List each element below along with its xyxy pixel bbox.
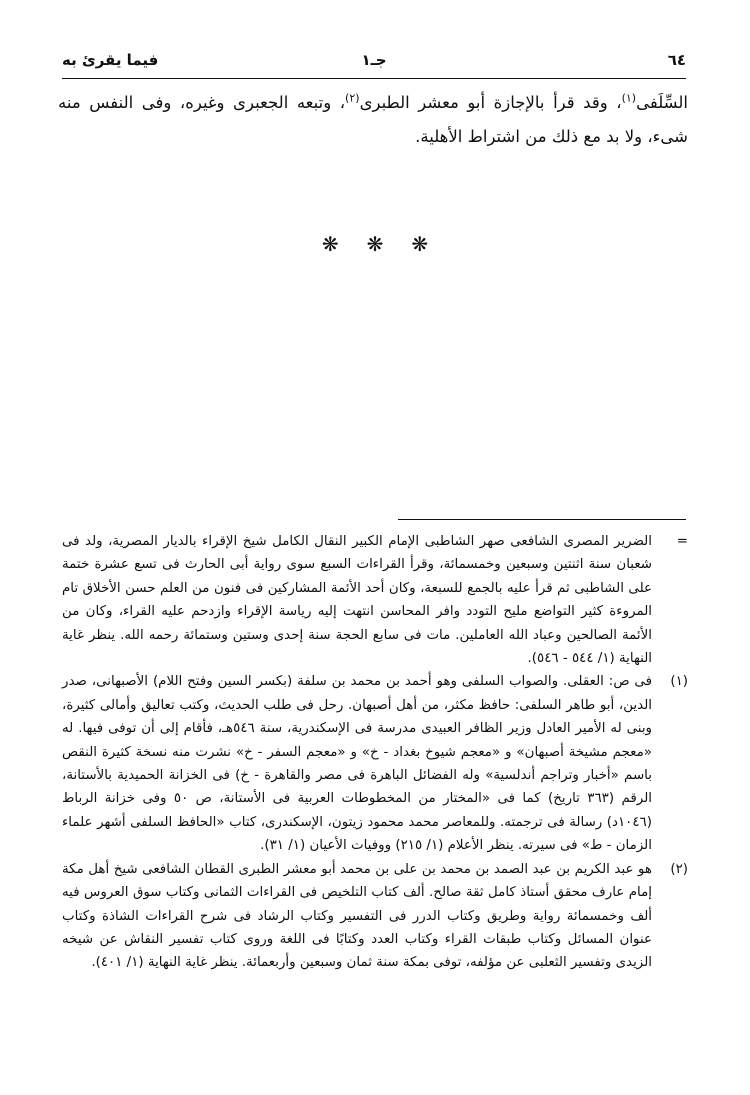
footnote-text: هو عبد الكريم بن عبد الصمد بن محمد بن على بن محمد أبو معشر الطبرى القطان الشافعى شيخ أهل مكة إمام عارف محقق أستاذ كامل ثقة صالح. ألف كتاب التلخيص فى القراءات الثمانى وكتاب سوق العروس فيه ألف وخمسمائة رواية وطريق وكتاب الدرر فى التفسير وكتاب الرشاد فى شرح القراءات الشاذة وكتاب عنوان المسائل وكتاب طبقات القراء وكتاب العدد وكتابًا فى اللغة وروى كتاب تفسير النقاش عن شيخه الزيدى وتفسير الثعلبى عن مؤلفه، توفى بمكة سنة ثمان وسبعين وأربعمائة. ينظر غاية النهاية (١/ ٤٠١). [62, 861, 652, 971]
footnote-text: الضرير المصرى الشافعى صهر الشاطبى الإمام الكبير النقال الكامل شيخ الإقراء بالديار المصرية، ولد فى شعبان سنة اثنتين وسبعين وخمسمائة، وقرأ القراءات السبع سوى رواية أبى الحارث فى تسع عشرة ختمة على الشاطبى ثم قرأ عليه بالجمع للسبعة، وكان أحد الأئمة المشاركين فى فنون من العلم حسن الأخلاق تام المروءة كثير التواضع مليح التودد وافر المحاسن انتهت إليه رياسة الإقراء وازدحم عليه القراء، وكان من الأئمة الصالحين وعباد الله العاملين. مات فى سابع الحجة سنة إحدى وستين وستمائة رحمه الله. ينظر غاية النهاية (١/ ٥٤٤ - ٥٤٦). [62, 534, 652, 667]
footnote-continued [62, 530, 688, 670]
main-text-part-3: ، وتبعه الجعبرى وغيره، وفى النفس منه شىء، ولا بد مع ذلك من اشتراط الأهلية. [58, 93, 688, 146]
main-text [58, 86, 688, 154]
footnote-ref-1: (١) [621, 91, 637, 105]
main-text-part-1: السِّلَفى [636, 93, 688, 112]
running-header [62, 46, 686, 74]
footnote-rule [398, 519, 686, 520]
footnote-marker: = [676, 534, 688, 549]
section-separator: ❋❋❋ [321, 232, 457, 256]
volume-label: جـ١ [361, 51, 387, 69]
footnote-ref-2: (٢) [345, 91, 360, 105]
footnote-2 [62, 858, 688, 975]
footnote-marker: (١) [670, 674, 688, 690]
footnotes [62, 530, 688, 975]
footnote-marker: (٢) [670, 861, 688, 877]
footnote-text: فى ص: العقلى. والصواب السلفى وهو أحمد بن محمد بن سلفة (بكسر السين وفتح اللام) الأصبهانى، صدر الدين، أبو طاهر السلفى: حافظ مكثر، من أهل أصبهان. رحل فى طلب الحديث، وكتب تعاليق وأمالى كثيرة، وبنى له الأمير العادل وزير الظافر العبيدى مدرسة فى الإسكندرية، سنة ٥٤٦هـ، فأقام إلى أن توفى فيها. له «معجم مشيخة أصبهان» و «معجم شيوخ بغداد - خ» و «معجم السفر - خ» نشرت منه نسخة كثيرة النقص باسم «أخبار وتراجم أندلسية» وله الفضائل الباهرة فى مصر والقاهرة - خ) فى الخزانة الحميدية بالأستانة، الرقم (٣٦٣ تاريخ) كما فى «المختار من المخطوطات العربية فى الأستانة، ص ٥٠ وفى خزانة الرباط (١٠٤٦د) رسالة فى ترجمته. وللمعاصر محمد محمود زيتون، الإسكندرى، كتاب «الحافظ السلفى أشهر علماء الزمان - ط» فى سيرته. ينظر الأعلام (١/ ٢١٥) ووفيات الأعيان (١/ ٣١). [62, 674, 653, 854]
page-number: ٦٤ [667, 51, 686, 69]
header-rule [62, 78, 686, 79]
footnote-1 [62, 670, 688, 857]
running-title: فيما يقرئ به [62, 51, 159, 69]
main-paragraph [58, 86, 688, 154]
main-text-part-2: ، وقد قرأ بالإجازة أبو معشر الطبرى [359, 93, 622, 112]
